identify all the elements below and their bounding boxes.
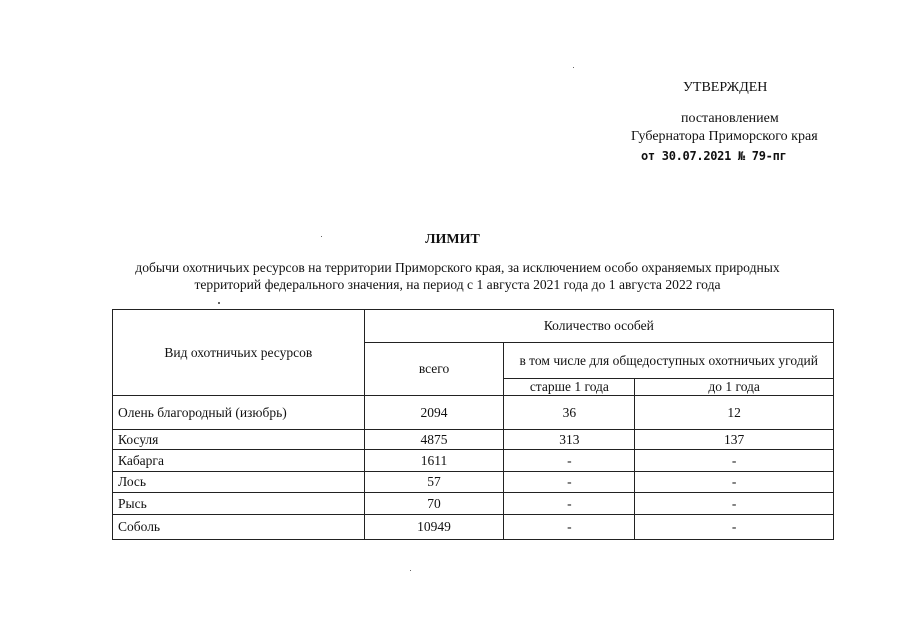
table-row [113, 472, 834, 493]
cell-total: 70 [364, 493, 504, 515]
table-row [113, 396, 834, 430]
approval-line-decree: постановлением [681, 111, 779, 126]
header-total: всего [364, 343, 504, 396]
document-subtitle [80, 259, 835, 293]
cell-older: 313 [504, 430, 635, 450]
cell-total: 2094 [364, 396, 504, 430]
table-row [113, 515, 834, 540]
header-species: Вид охотничьих ресурсов [113, 310, 365, 396]
cell-total: 1611 [364, 450, 504, 472]
cell-younger: - [635, 493, 834, 515]
subtitle-line-2: территорий федерального значения, на период с 1 августа 2021 года до 1 августа 2022 года [194, 277, 721, 292]
cell-older: - [504, 450, 635, 472]
cell-older: - [504, 472, 635, 493]
subtitle-line-1: добычи охотничьих ресурсов на территории Приморского края, за исключением особо охраняемых природных [135, 260, 780, 275]
header-public: в том числе для общедоступных охотничьих угодий [504, 343, 834, 379]
cell-older: - [504, 493, 635, 515]
cell-older: 36 [504, 396, 635, 430]
cell-younger: 12 [635, 396, 834, 430]
approval-line-date-number: от 30.07.2021 № 79-пг [641, 149, 787, 163]
cell-older: - [504, 515, 635, 540]
header-older: старше 1 года [504, 379, 635, 396]
scan-speck [218, 302, 220, 304]
table-row [113, 450, 834, 472]
scan-speck [410, 570, 411, 571]
scan-speck [321, 236, 322, 237]
limit-table [112, 309, 834, 540]
table-row [113, 493, 834, 515]
cell-species: Косуля [113, 430, 365, 450]
header-quantity: Количество особей [364, 310, 833, 343]
table-row [113, 430, 834, 450]
cell-younger: - [635, 515, 834, 540]
scan-speck [573, 67, 574, 68]
cell-total: 57 [364, 472, 504, 493]
cell-species: Рысь [113, 493, 365, 515]
approval-title: УТВЕРЖДЕН [683, 80, 768, 95]
cell-species: Соболь [113, 515, 365, 540]
cell-species: Кабарга [113, 450, 365, 472]
approval-line-governor: Губернатора Приморского края [631, 129, 818, 144]
cell-younger: - [635, 450, 834, 472]
cell-total: 10949 [364, 515, 504, 540]
cell-species: Лось [113, 472, 365, 493]
cell-younger: 137 [635, 430, 834, 450]
document-title: ЛИМИТ [425, 232, 480, 247]
cell-total: 4875 [364, 430, 504, 450]
header-younger: до 1 года [635, 379, 834, 396]
cell-younger: - [635, 472, 834, 493]
cell-species: Олень благородный (изюбрь) [113, 396, 365, 430]
